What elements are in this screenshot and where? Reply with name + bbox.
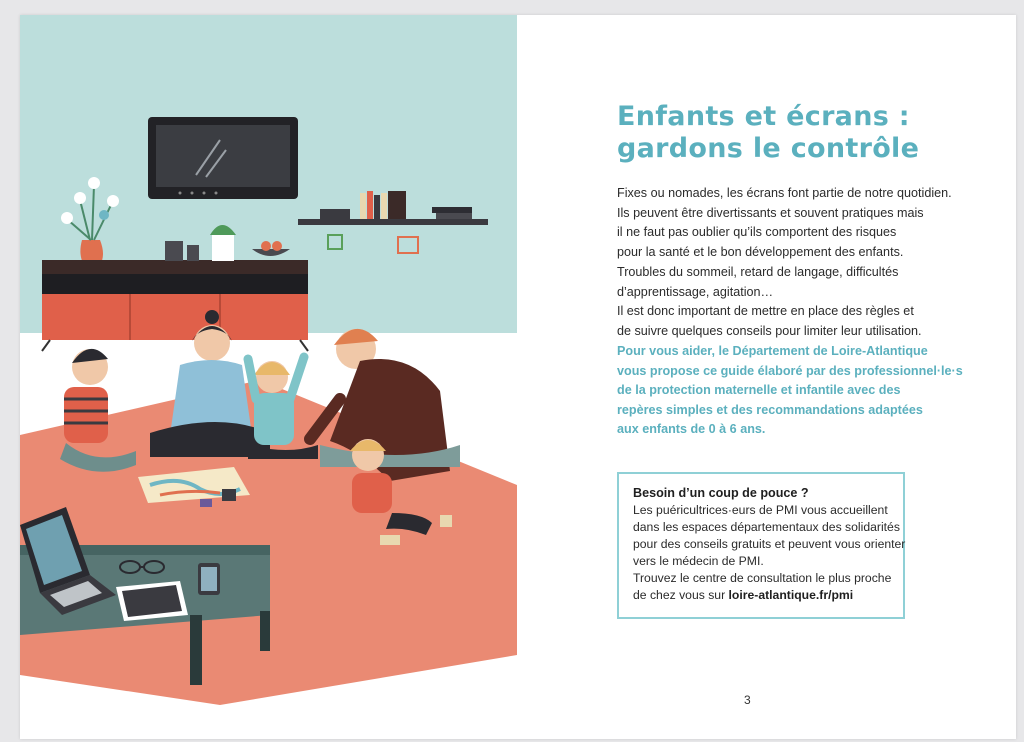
intro-paragraph	[617, 184, 952, 262]
text-line: Il est donc important de mettre en place des règles et	[617, 304, 914, 318]
help-box-line: pour des conseils gratuits et peuvent vous orienter	[633, 537, 906, 552]
text-line: repères simples et des recommandations adaptées	[617, 402, 923, 417]
help-box-title: Besoin d’un coup de pouce ?	[633, 486, 809, 500]
help-box-line: dans les espaces départementaux des solidarités	[633, 520, 900, 535]
help-box-line	[633, 587, 903, 604]
tv-icon	[148, 117, 298, 199]
page-title	[617, 101, 947, 165]
text-line: Fixes ou nomades, les écrans font partie de notre quotidien.	[617, 186, 952, 200]
help-box-line: Les puéricultrices·eurs de PMI vous accueillent	[633, 503, 888, 517]
title-line: gardons le contrôle	[617, 133, 920, 164]
help-box-prefix: de chez vous sur	[633, 588, 729, 603]
text-line: il ne faut pas oublier qu’ils comportent des risques	[617, 225, 897, 239]
text-line: pour la santé et le bon développement des enfants.	[617, 244, 904, 259]
family-illustration	[20, 15, 517, 739]
risks-paragraph	[617, 263, 947, 341]
text-line: de la protection maternelle et infantile avec des	[617, 383, 901, 397]
text-line: Ils peuvent être divertissants et souvent pratiques mais	[617, 205, 924, 220]
title-line: Enfants et écrans :	[617, 101, 910, 132]
pmi-website-link[interactable]: loire-atlantique.fr/pmi	[728, 588, 854, 603]
page-number: 3	[744, 693, 751, 707]
text-line: de suivre quelques conseils pour limiter leur utilisation.	[617, 323, 922, 338]
text-line: vous propose ce guide élaboré par des professionnel·le·s	[617, 363, 963, 378]
brochure-page	[20, 15, 1016, 739]
tablet-icon	[116, 581, 188, 621]
help-box	[617, 472, 905, 619]
text-line: d’apprentissage, agitation…	[617, 284, 774, 299]
help-box-line: Trouvez le centre de consultation le plus proche	[633, 571, 892, 586]
text-line: aux enfants de 0 à 6 ans.	[617, 422, 766, 436]
help-box-line: vers le médecin de PMI.	[633, 554, 764, 569]
highlight-paragraph	[617, 342, 963, 440]
text-line: Pour vous aider, le Département de Loire-Atlantique	[617, 344, 928, 358]
text-line: Troubles du sommeil, retard de langage, difficultés	[617, 265, 899, 279]
phone-icon	[198, 563, 220, 595]
text-column	[617, 15, 963, 739]
